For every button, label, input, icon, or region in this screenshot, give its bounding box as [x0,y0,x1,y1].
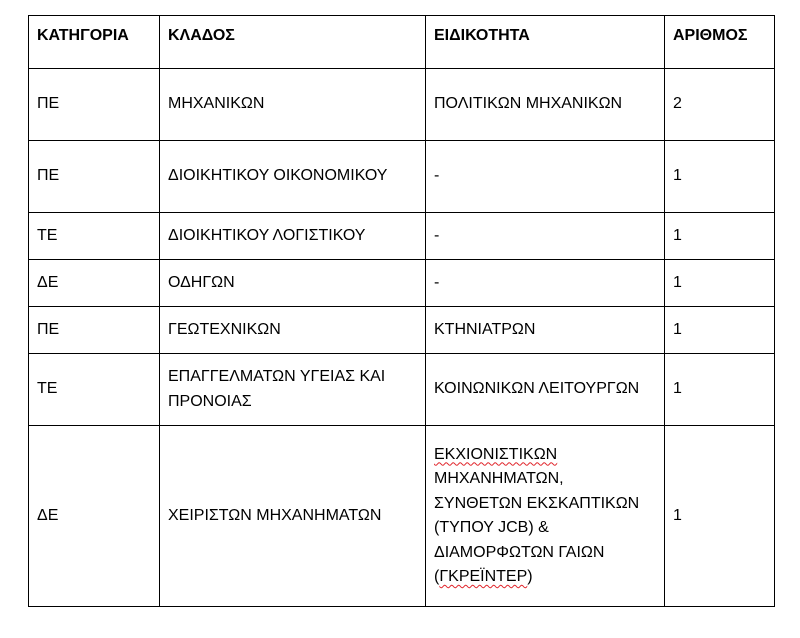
table-header-row [29,16,775,69]
cell-branch: ΟΔΗΓΩΝ [160,260,426,307]
cell-number: 1 [665,213,775,260]
cell-category: ΠΕ [29,141,160,213]
header-branch: ΚΛΑΔΟΣ [160,16,426,69]
cell-category: ΠΕ [29,69,160,141]
cell-category: ΤΕ [29,354,160,426]
table-row [29,141,775,213]
cell-branch: ΜΗΧΑΝΙΚΩΝ [160,69,426,141]
cell-branch: ΔΙΟΙΚΗΤΙΚΟΥ ΟΙΚΟΝΟΜΙΚΟΥ [160,141,426,213]
table-row [29,69,775,141]
cell-specialty: ΠΟΛΙΤΙΚΩΝ ΜΗΧΑΝΙΚΩΝ [426,69,665,141]
cell-branch: ΧΕΙΡΙΣΤΩΝ ΜΗΧΑΝΗΜΑΤΩΝ [160,426,426,607]
cell-specialty: ΚΟΙΝΩΝΙΚΩΝ ΛΕΙΤΟΥΡΓΩΝ [426,354,665,426]
header-specialty: ΕΙΔΙΚΟΤΗΤΑ [426,16,665,69]
specialty-text: ΜΗΧΑΝΗΜΑΤΩΝ, ΣΥΝΘΕΤΩΝ ΕΚΣΚΑΠΤΙΚΩΝ (ΤΥΠΟΥ JCB) & ΔΙΑΜΟΡΦΩΤΩΝ ΓΑΙΩΝ ( [434,470,640,585]
cell-number: 1 [665,354,775,426]
table-row [29,354,775,426]
cell-category: ΔΕ [29,260,160,307]
cell-category: ΤΕ [29,213,160,260]
cell-number: 2 [665,69,775,141]
spellcheck-word: ΓΚΡΕΪΝΤΕΡ [439,568,528,585]
cell-number: 1 [665,426,775,607]
cell-category: ΠΕ [29,307,160,354]
table-row [29,213,775,260]
cell-specialty [426,426,665,607]
header-category: ΚΑΤΗΓΟΡΙΑ [29,16,160,69]
cell-branch: ΕΠΑΓΓΕΛΜΑΤΩΝ ΥΓΕΙΑΣ ΚΑΙ ΠΡΟΝΟΙΑΣ [160,354,426,426]
cell-number: 1 [665,307,775,354]
table-row [29,426,775,607]
table-row [29,307,775,354]
cell-number: 1 [665,141,775,213]
cell-category: ΔΕ [29,426,160,607]
header-number: ΑΡΙΘΜΟΣ [665,16,775,69]
cell-specialty: - [426,213,665,260]
cell-specialty: - [426,260,665,307]
spellcheck-word: ΕΚΧΙΟΝΙΣΤΙΚΩΝ [434,445,558,463]
specialty-text-end: ) [527,568,533,585]
cell-branch: ΓΕΩΤΕΧΝΙΚΩΝ [160,307,426,354]
cell-specialty: ΚΤΗΝΙΑΤΡΩΝ [426,307,665,354]
staffing-table [28,15,775,607]
table-row [29,260,775,307]
cell-specialty: - [426,141,665,213]
cell-number: 1 [665,260,775,307]
cell-branch: ΔΙΟΙΚΗΤΙΚΟΥ ΛΟΓΙΣΤΙΚΟΥ [160,213,426,260]
